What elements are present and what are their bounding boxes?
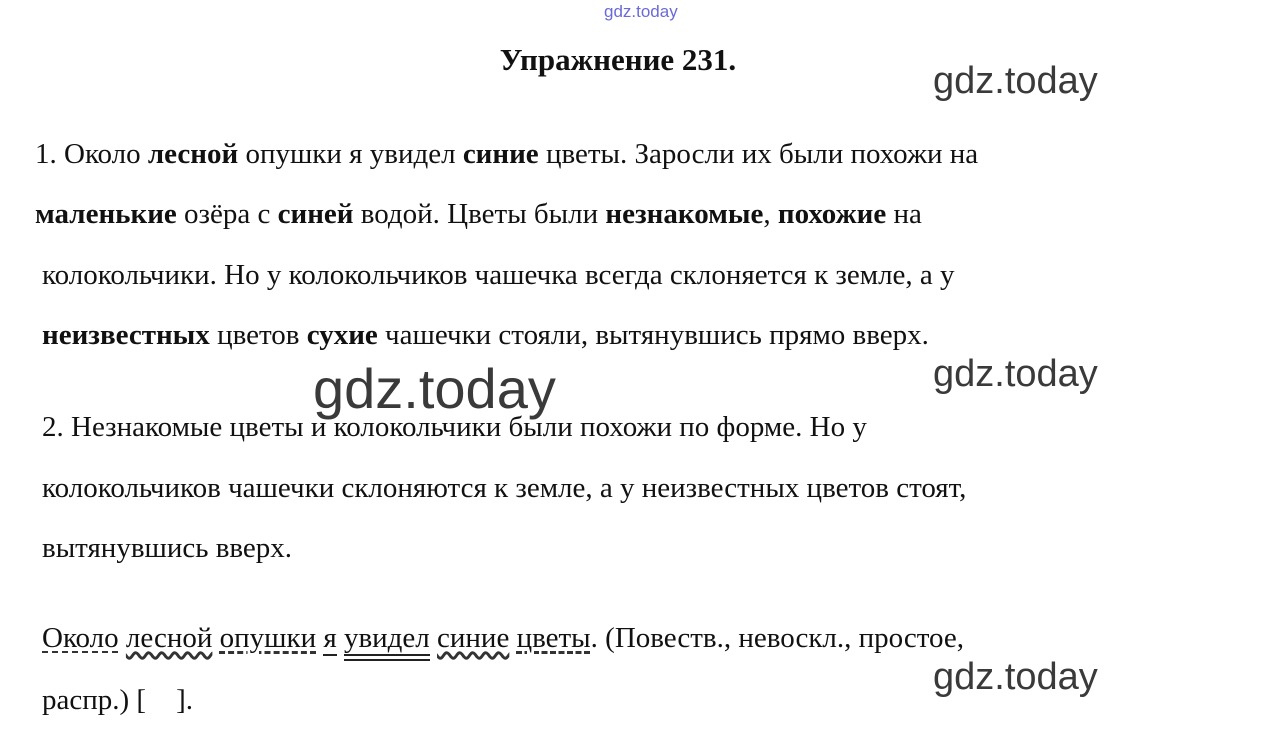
watermark: gdz.today	[933, 656, 1098, 698]
predicate-word: увидел	[343, 622, 430, 654]
watermark-large: gdz.today	[313, 357, 556, 420]
watermark-top: gdz.today	[604, 2, 678, 21]
object-word: опушки	[219, 622, 317, 654]
adverbial-word: Около	[42, 622, 119, 654]
sentence-scheme: распр.) [ ].	[42, 684, 193, 716]
attribute-word: лесной	[125, 622, 213, 654]
object-word: цветы	[516, 622, 591, 654]
attribute-word: синие	[437, 622, 510, 654]
exercise-title: Упражнение 231.	[499, 42, 737, 77]
text-line: маленькие озёра с синей водой. Цветы были незнакомые, похожие на	[35, 198, 922, 230]
text-line: 2. Незнакомые цветы и колокольчики были похожи по форме. Но у	[42, 411, 867, 443]
text-line: 1. Около лесной опушки я увидел синие цветы. Заросли их были похожи на	[35, 138, 979, 170]
text-line: вытянувшись вверх.	[42, 532, 293, 564]
subject-word: я	[323, 622, 337, 654]
watermark: gdz.today	[933, 353, 1098, 395]
sentence-analysis: Около лесной опушки я увидел синие цветы. (Повеств., невоскл., простое,	[42, 622, 965, 654]
text-line: неизвестных цветов сухие чашечки стояли, вытянувшись прямо вверх.	[42, 319, 929, 351]
text-line: колокольчики. Но у колокольчиков чашечка всегда склоняется к земле, а у	[42, 259, 955, 291]
watermark: gdz.today	[933, 60, 1098, 102]
text-line: колокольчиков чашечки склоняются к земле, а у неизвестных цветов стоят,	[42, 472, 967, 504]
